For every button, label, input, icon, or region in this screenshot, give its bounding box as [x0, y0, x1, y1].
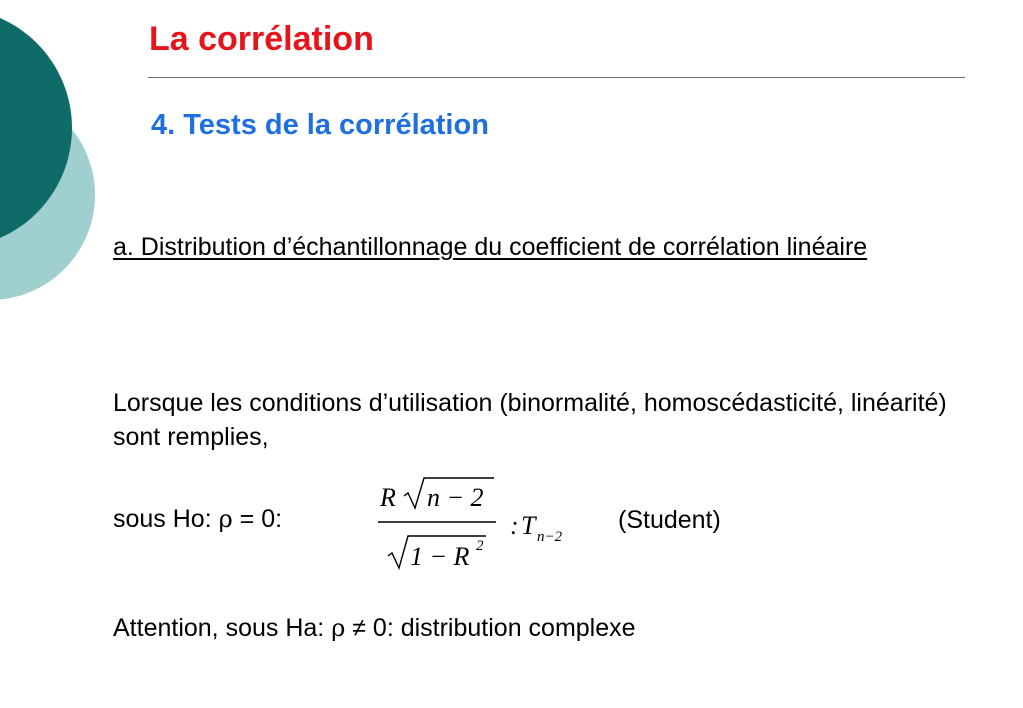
- null-hypothesis-line: [113, 505, 282, 534]
- subsection-heading: a. Distribution d’échantillonnage du coefficient de corrélation linéaire: [113, 233, 868, 261]
- ha-prefix: Attention, sous Ha:: [113, 614, 332, 642]
- denominator-radicand: 1 − R: [410, 542, 470, 571]
- rho-symbol: ρ: [218, 505, 233, 533]
- r-exponent: 2: [476, 538, 484, 554]
- conditions-paragraph: Lorsque les conditions d’utilisation (binormalité, homoscédasticité, linéarité) sont remplies,: [113, 389, 947, 451]
- numerator-radicand: n − 2: [427, 483, 484, 512]
- decorative-circles: [0, 0, 120, 360]
- numerator-R: R: [380, 483, 396, 512]
- title-divider: [148, 77, 965, 78]
- t-statistic-formula: [370, 470, 590, 580]
- student-T: T: [521, 511, 536, 540]
- ho-suffix: = 0:: [232, 505, 283, 533]
- slide-title: La corrélation: [149, 20, 374, 58]
- alternative-hypothesis-line: [113, 614, 636, 643]
- section-subtitle: 4. Tests de la corrélation: [151, 109, 489, 141]
- ha-suffix: ≠ 0: distribution complexe: [345, 614, 636, 642]
- t-subscript: n−2: [537, 529, 563, 545]
- rho-symbol: ρ: [331, 614, 346, 642]
- colon-symbol: :: [510, 511, 519, 540]
- student-label: (Student): [618, 506, 721, 534]
- ho-prefix: sous Ho:: [113, 505, 219, 533]
